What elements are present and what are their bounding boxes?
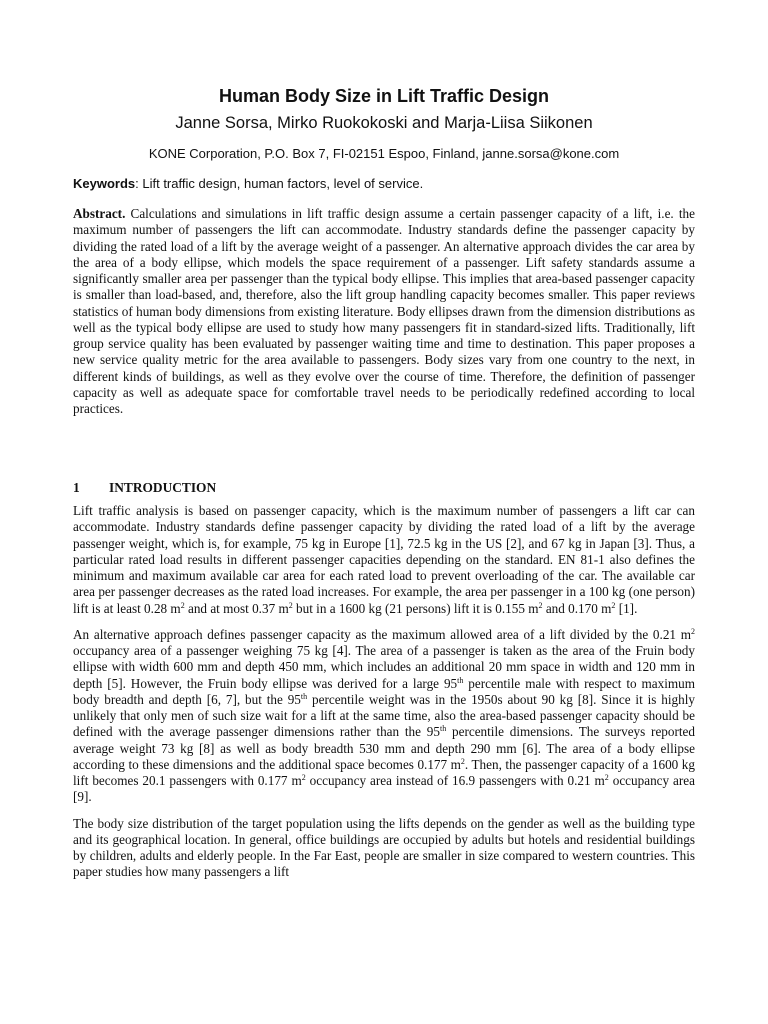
p2-sup-5: 2 bbox=[460, 756, 465, 766]
section-heading bbox=[73, 480, 216, 496]
abstract-text: Calculations and simulations in lift traffic design assume a certain passenger capacity of a lift, i.e. the maximum number of passengers the lift can accommodate. Industry standards define the passenger capacity by dividing the rated load of a lift by the average weight of a passenger. An alternative approach divides the car area by the area of a body ellipse, which models the space requirement of a passenger. Lift safety standards assume a significantly smaller area per passenger than the typical body ellipse. This implies that area-based passenger capacity is smaller than load-based, and, therefore, also the lift group handling capacity becomes smaller. This paper reviews statistics of human body dimensions from existing literature. Body ellipses drawn from the dimension distributions as well as the typical body ellipse are used to study how many passengers fit in standard-sized lifts. Traditionally, lift group service quality has been evaluated by passenger waiting time and time to destination. This paper proposes a new service quality metric for the area available to passengers. Body sizes vary from one country to the next, in different kinds of buildings, as well as they evolve over the course of time. Therefore, the definition of passenger capacity as well as adequate space for comfortable travel needs to be periodically redefined according to local practices. bbox=[73, 206, 695, 416]
p2-text-b: occupancy area of a passenger weighing 75 kg [4]. The area of a passenger is taken as the area of the Fruin body ellipse with width 600 mm and depth 450 mm, which includes an additional 20 mm space in width and 120 mm in depth [5]. However, the Fruin body ellipse was derived for a large 95 bbox=[73, 643, 695, 691]
intro-paragraph-1 bbox=[73, 503, 695, 617]
p2-text-e: percentile dimensions. The surveys reported average weight 73 kg [8] as well as body breadth 530 mm and depth 290 mm [6]. The area of a body ellipse according to these dimensions and the additional space becomes 0.177 m bbox=[73, 724, 695, 772]
p1-sup-4: 2 bbox=[611, 600, 616, 610]
introduction-body bbox=[73, 503, 695, 881]
p1-text-d: and 0.170 m bbox=[542, 600, 612, 616]
section-number: 1 bbox=[73, 480, 80, 495]
intro-paragraph-2 bbox=[73, 627, 695, 806]
p1-text-e: [1]. bbox=[615, 600, 638, 616]
p2-text-g: occupancy area instead of 16.9 passengers with 0.21 m bbox=[305, 773, 605, 788]
p2-sup-3: th bbox=[300, 691, 308, 701]
p2-text-c: percentile male with respect to maximum body breadth and depth [6, 7], but the 95 bbox=[73, 675, 695, 707]
intro-paragraph-3: The body size distribution of the target population using the lifts depends on the gender as well as the building type and its geographical location. In general, office buildings are occupied by adults but hotels and residential buildings by children, adults and elderly people. In the Far East, people are smaller in size compared to western countries. This paper studies how many passengers a lift bbox=[73, 815, 695, 880]
paper-title: Human Body Size in Lift Traffic Design bbox=[218, 86, 550, 106]
p2-text-a: An alternative approach defines passenger capacity as the maximum allowed area of a lift divided by the 0.21 m bbox=[73, 626, 691, 642]
paper-affiliation: KONE Corporation, P.O. Box 7, FI-02151 Espoo, Finland, janne.sorsa@kone.com bbox=[148, 146, 620, 161]
p2-text-d: percentile weight was in the 1950s about 90 kg [8]. Since it is highly unlikely that only men of such size wait for a lift at the same time, also the area-based passenger capacity should be defined with the average passenger dimensions rather than the 95 bbox=[73, 691, 695, 740]
p1-sup-3: 2 bbox=[538, 600, 543, 610]
p2-sup-1: 2 bbox=[691, 626, 695, 636]
abstract-paragraph bbox=[73, 206, 695, 417]
p1-sup-1: 2 bbox=[180, 600, 185, 610]
keywords-line bbox=[73, 176, 695, 191]
p1-text-c: but in a 1600 kg (21 persons) lift it is 0.155 m bbox=[292, 600, 539, 616]
abstract-section bbox=[73, 206, 695, 417]
keywords-label: Keywords bbox=[73, 176, 136, 191]
p2-text-h: occupancy area [9]. bbox=[73, 773, 695, 805]
paper-authors: Janne Sorsa, Mirko Ruokokoski and Marja-Liisa Siikonen bbox=[175, 114, 593, 132]
keywords-text: : Lift traffic design, human factors, level of service. bbox=[135, 176, 424, 191]
section-title: INTRODUCTION bbox=[109, 480, 217, 495]
p1-text-b: and at most 0.37 m bbox=[184, 600, 289, 616]
p2-sup-6: 2 bbox=[301, 773, 306, 782]
abstract-label: Abstract. bbox=[73, 206, 126, 221]
p1-sup-2: 2 bbox=[288, 600, 293, 610]
p2-text-f: . Then, the passenger capacity of a 1600 kg lift becomes 20.1 passengers with 0.177 m bbox=[73, 756, 695, 788]
p2-sup-7: 2 bbox=[604, 773, 609, 782]
p2-sup-2: th bbox=[457, 675, 464, 685]
p2-sup-4: th bbox=[439, 724, 447, 734]
p1-text-a: Lift traffic analysis is based on passenger capacity, which is the maximum number of passengers a lift car can accommodate. Industry standards define passenger capacity by dividing the rated load of a lift by the average passenger weight, which is, for example, 75 kg in Europe [1], 72.5 kg in the US [2], and 67 kg in Japan [3]. Thus, a particular rated load results in different passenger capacities depending on the standard. EN 81-1 also defines the minimum and maximum available car area for each rated load to prevent overloading of the car. The available car area per passenger decreases as the rated load increases. For example, the area per passenger in a 100 kg (one person) lift is at least 0.28 m bbox=[73, 503, 695, 616]
